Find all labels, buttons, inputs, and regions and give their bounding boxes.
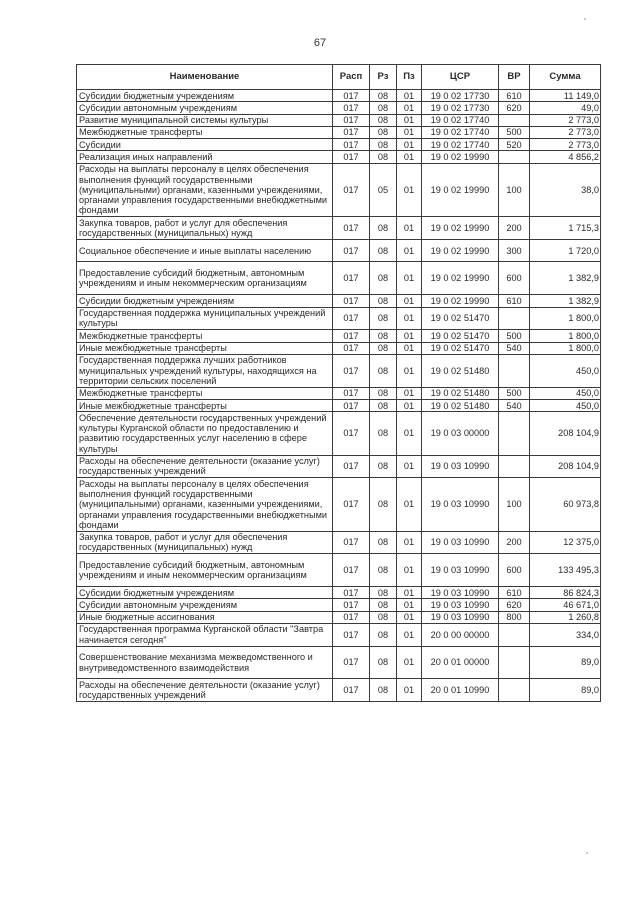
cell-name: Расходы на выплаты персоналу в целях обеспечения выполнения функций государственными (муниципальными) органами, казенными учреждениями, органами управления государственными внебюджетными фондами — [77, 478, 333, 532]
table-row — [77, 114, 601, 126]
cell-rz: 08 — [370, 342, 397, 354]
cell-vr: 620 — [499, 599, 530, 611]
cell-csr: 19 0 02 51480 — [422, 400, 499, 412]
table-row — [77, 455, 601, 478]
cell-rz: 05 — [370, 163, 397, 217]
cell-rasp: 017 — [333, 330, 370, 342]
cell-pz: 01 — [397, 139, 422, 151]
cell-name: Обеспечение деятельности государственных учреждений культуры Курганской области по предоставлению и развитию государственных услуг населению в сфере культуры — [77, 412, 333, 455]
cell-csr: 19 0 02 19990 — [422, 163, 499, 217]
table-row — [77, 307, 601, 330]
cell-rasp: 017 — [333, 554, 370, 587]
cell-rz: 08 — [370, 90, 397, 102]
table-row — [77, 342, 601, 354]
cell-rasp: 017 — [333, 646, 370, 679]
scan-speck — [586, 852, 588, 854]
cell-rasp: 017 — [333, 599, 370, 611]
table-row — [77, 646, 601, 679]
cell-pz: 01 — [397, 554, 422, 587]
cell-pz: 01 — [397, 387, 422, 399]
cell-sum: 208 104,9 — [530, 412, 601, 455]
cell-sum: 49,0 — [530, 102, 601, 114]
cell-rz: 08 — [370, 599, 397, 611]
cell-pz: 01 — [397, 611, 422, 623]
header-name: Наименование — [77, 65, 333, 90]
cell-pz: 01 — [397, 623, 422, 646]
cell-rasp: 017 — [333, 151, 370, 163]
cell-rasp: 017 — [333, 611, 370, 623]
table-row — [77, 102, 601, 114]
cell-rz: 08 — [370, 126, 397, 138]
cell-rz: 08 — [370, 217, 397, 240]
cell-sum: 1 800,0 — [530, 330, 601, 342]
cell-vr: 610 — [499, 90, 530, 102]
cell-csr: 19 0 02 19990 — [422, 295, 499, 307]
cell-rz: 08 — [370, 478, 397, 532]
cell-pz: 01 — [397, 679, 422, 702]
cell-rz: 08 — [370, 679, 397, 702]
table-row — [77, 554, 601, 587]
cell-vr — [499, 455, 530, 478]
cell-csr: 19 0 02 51480 — [422, 354, 499, 387]
cell-rz: 08 — [370, 330, 397, 342]
cell-rz: 08 — [370, 587, 397, 599]
table-row — [77, 679, 601, 702]
cell-name: Государственная поддержка лучших работников муниципальных учреждений культуры, находящихся на территории сельских поселений — [77, 354, 333, 387]
table-row — [77, 354, 601, 387]
cell-rasp: 017 — [333, 217, 370, 240]
cell-csr: 19 0 03 10990 — [422, 531, 499, 554]
table-row — [77, 90, 601, 102]
cell-vr: 100 — [499, 478, 530, 532]
cell-name: Межбюджетные трансферты — [77, 330, 333, 342]
table-row — [77, 531, 601, 554]
table-row — [77, 126, 601, 138]
table-row — [77, 295, 601, 307]
cell-sum: 12 375,0 — [530, 531, 601, 554]
cell-rasp: 017 — [333, 139, 370, 151]
cell-csr: 19 0 03 10990 — [422, 455, 499, 478]
cell-csr: 19 0 02 19990 — [422, 217, 499, 240]
cell-vr: 200 — [499, 531, 530, 554]
cell-name: Субсидии — [77, 139, 333, 151]
cell-pz: 01 — [397, 102, 422, 114]
cell-name: Субсидии бюджетным учреждениям — [77, 295, 333, 307]
header-rasp: Расп — [333, 65, 370, 90]
cell-sum: 450,0 — [530, 354, 601, 387]
cell-vr: 540 — [499, 400, 530, 412]
cell-vr — [499, 679, 530, 702]
cell-rasp: 017 — [333, 400, 370, 412]
cell-name: Государственная поддержка муниципальных учреждений культуры — [77, 307, 333, 330]
table-body — [77, 90, 601, 702]
cell-vr — [499, 646, 530, 679]
cell-pz: 01 — [397, 587, 422, 599]
cell-vr: 300 — [499, 239, 530, 262]
cell-pz: 01 — [397, 295, 422, 307]
cell-name: Субсидии бюджетным учреждениям — [77, 90, 333, 102]
cell-rasp: 017 — [333, 455, 370, 478]
cell-vr: 500 — [499, 387, 530, 399]
cell-vr — [499, 307, 530, 330]
cell-rz: 08 — [370, 239, 397, 262]
cell-rasp: 017 — [333, 239, 370, 262]
cell-csr: 19 0 02 51470 — [422, 342, 499, 354]
table-row — [77, 217, 601, 240]
cell-rz: 08 — [370, 295, 397, 307]
header-rz: Рз — [370, 65, 397, 90]
cell-pz: 01 — [397, 455, 422, 478]
cell-rasp: 017 — [333, 114, 370, 126]
cell-vr — [499, 151, 530, 163]
table-row — [77, 478, 601, 532]
cell-vr: 620 — [499, 102, 530, 114]
cell-sum: 46 671,0 — [530, 599, 601, 611]
cell-pz: 01 — [397, 114, 422, 126]
cell-vr: 610 — [499, 295, 530, 307]
cell-pz: 01 — [397, 217, 422, 240]
cell-rasp: 017 — [333, 102, 370, 114]
cell-sum: 450,0 — [530, 400, 601, 412]
cell-name: Закупка товаров, работ и услуг для обеспечения государственных (муниципальных) нужд — [77, 531, 333, 554]
cell-rasp: 017 — [333, 354, 370, 387]
cell-rasp: 017 — [333, 531, 370, 554]
cell-rasp: 017 — [333, 478, 370, 532]
cell-rz: 08 — [370, 623, 397, 646]
page-number: 67 — [313, 37, 327, 49]
cell-csr: 19 0 03 10990 — [422, 611, 499, 623]
cell-pz: 01 — [397, 354, 422, 387]
cell-sum: 1 715,3 — [530, 217, 601, 240]
table-row — [77, 139, 601, 151]
table-row — [77, 163, 601, 217]
cell-pz: 01 — [397, 412, 422, 455]
cell-rasp: 017 — [333, 163, 370, 217]
cell-sum: 1 382,9 — [530, 295, 601, 307]
cell-vr: 200 — [499, 217, 530, 240]
table-header-row — [77, 65, 601, 90]
cell-rz: 08 — [370, 139, 397, 151]
cell-csr: 19 0 03 10990 — [422, 599, 499, 611]
cell-rz: 08 — [370, 611, 397, 623]
cell-csr: 19 0 02 17730 — [422, 90, 499, 102]
cell-rz: 08 — [370, 646, 397, 679]
cell-rasp: 017 — [333, 307, 370, 330]
cell-rasp: 017 — [333, 587, 370, 599]
cell-sum: 86 824,3 — [530, 587, 601, 599]
cell-vr: 540 — [499, 342, 530, 354]
table-row — [77, 412, 601, 455]
cell-rz: 08 — [370, 354, 397, 387]
cell-rasp: 017 — [333, 295, 370, 307]
cell-rz: 08 — [370, 114, 397, 126]
cell-csr: 19 0 02 17740 — [422, 139, 499, 151]
cell-csr: 19 0 03 10990 — [422, 587, 499, 599]
cell-csr: 19 0 02 19990 — [422, 262, 499, 295]
cell-vr — [499, 623, 530, 646]
cell-sum: 334,0 — [530, 623, 601, 646]
cell-rz: 08 — [370, 307, 397, 330]
cell-vr: 800 — [499, 611, 530, 623]
cell-sum: 450,0 — [530, 387, 601, 399]
cell-name: Расходы на обеспечение деятельности (оказание услуг) государственных учреждений — [77, 679, 333, 702]
cell-name: Расходы на выплаты персоналу в целях обеспечения выполнения функций государственными (муниципальными) органами, казенными учреждениями, органами управления государственными внебюджетными фондами — [77, 163, 333, 217]
table-row — [77, 387, 601, 399]
cell-name: Иные бюджетные ассигнования — [77, 611, 333, 623]
cell-rasp: 017 — [333, 342, 370, 354]
cell-pz: 01 — [397, 126, 422, 138]
table-row — [77, 587, 601, 599]
cell-csr: 19 0 02 17730 — [422, 102, 499, 114]
cell-rasp: 017 — [333, 262, 370, 295]
cell-csr: 19 0 02 17740 — [422, 126, 499, 138]
cell-sum: 60 973,8 — [530, 478, 601, 532]
table-row — [77, 599, 601, 611]
cell-vr: 100 — [499, 163, 530, 217]
cell-pz: 01 — [397, 307, 422, 330]
cell-vr: 520 — [499, 139, 530, 151]
table-row — [77, 262, 601, 295]
cell-name: Иные межбюджетные трансферты — [77, 342, 333, 354]
cell-rz: 08 — [370, 387, 397, 399]
cell-sum: 2 773,0 — [530, 139, 601, 151]
table-row — [77, 611, 601, 623]
cell-vr — [499, 354, 530, 387]
cell-name: Реализация иных направлений — [77, 151, 333, 163]
cell-sum: 208 104,9 — [530, 455, 601, 478]
table-row — [77, 400, 601, 412]
cell-sum: 2 773,0 — [530, 114, 601, 126]
cell-sum: 133 495,3 — [530, 554, 601, 587]
cell-rz: 08 — [370, 554, 397, 587]
cell-pz: 01 — [397, 151, 422, 163]
cell-sum: 89,0 — [530, 679, 601, 702]
cell-sum: 1 260,8 — [530, 611, 601, 623]
header-csr: ЦСР — [422, 65, 499, 90]
cell-name: Межбюджетные трансферты — [77, 387, 333, 399]
header-pz: Пз — [397, 65, 422, 90]
cell-name: Социальное обеспечение и иные выплаты населению — [77, 239, 333, 262]
cell-name: Закупка товаров, работ и услуг для обеспечения государственных (муниципальных) нужд — [77, 217, 333, 240]
cell-pz: 01 — [397, 531, 422, 554]
cell-name: Субсидии автономным учреждениям — [77, 599, 333, 611]
cell-csr: 19 0 02 19990 — [422, 239, 499, 262]
cell-name: Предоставление субсидий бюджетным, автономным учреждениям и иным некоммерческим организациям — [77, 262, 333, 295]
cell-name: Совершенствование механизма межведомственного и внутриведомственного взаимодействия — [77, 646, 333, 679]
cell-sum: 1 800,0 — [530, 342, 601, 354]
cell-rasp: 017 — [333, 623, 370, 646]
cell-pz: 01 — [397, 342, 422, 354]
cell-pz: 01 — [397, 478, 422, 532]
cell-vr — [499, 114, 530, 126]
cell-csr: 19 0 02 19990 — [422, 151, 499, 163]
cell-vr: 600 — [499, 554, 530, 587]
scan-speck — [584, 18, 586, 20]
cell-csr: 20 0 00 00000 — [422, 623, 499, 646]
cell-name: Государственная программа Курганской области "Завтра начинается сегодня" — [77, 623, 333, 646]
cell-sum: 38,0 — [530, 163, 601, 217]
cell-name: Расходы на обеспечение деятельности (оказание услуг) государственных учреждений — [77, 455, 333, 478]
cell-csr: 19 0 02 17740 — [422, 114, 499, 126]
cell-csr: 19 0 03 10990 — [422, 478, 499, 532]
cell-csr: 19 0 02 51470 — [422, 307, 499, 330]
budget-table — [76, 64, 601, 702]
cell-pz: 01 — [397, 163, 422, 217]
table-row — [77, 330, 601, 342]
table-row — [77, 151, 601, 163]
cell-sum: 1 720,0 — [530, 239, 601, 262]
cell-pz: 01 — [397, 330, 422, 342]
cell-rasp: 017 — [333, 412, 370, 455]
cell-pz: 01 — [397, 262, 422, 295]
cell-rasp: 017 — [333, 679, 370, 702]
cell-pz: 01 — [397, 239, 422, 262]
cell-rasp: 017 — [333, 90, 370, 102]
table-row — [77, 623, 601, 646]
cell-name: Иные межбюджетные трансферты — [77, 400, 333, 412]
cell-rz: 08 — [370, 455, 397, 478]
cell-csr: 20 0 01 00000 — [422, 646, 499, 679]
cell-pz: 01 — [397, 400, 422, 412]
cell-pz: 01 — [397, 90, 422, 102]
cell-vr: 600 — [499, 262, 530, 295]
cell-vr — [499, 412, 530, 455]
cell-csr: 20 0 01 10990 — [422, 679, 499, 702]
cell-csr: 19 0 02 51480 — [422, 387, 499, 399]
cell-name: Межбюджетные трансферты — [77, 126, 333, 138]
cell-vr: 500 — [499, 330, 530, 342]
cell-pz: 01 — [397, 646, 422, 679]
cell-sum: 11 149,0 — [530, 90, 601, 102]
cell-sum: 1 800,0 — [530, 307, 601, 330]
cell-csr: 19 0 02 51470 — [422, 330, 499, 342]
cell-rasp: 017 — [333, 126, 370, 138]
cell-csr: 19 0 03 00000 — [422, 412, 499, 455]
cell-sum: 1 382,9 — [530, 262, 601, 295]
cell-rz: 08 — [370, 412, 397, 455]
cell-sum: 89,0 — [530, 646, 601, 679]
cell-rz: 08 — [370, 151, 397, 163]
cell-rz: 08 — [370, 531, 397, 554]
cell-csr: 19 0 03 10990 — [422, 554, 499, 587]
cell-sum: 2 773,0 — [530, 126, 601, 138]
header-vr: ВР — [499, 65, 530, 90]
table-row — [77, 239, 601, 262]
cell-sum: 4 856,2 — [530, 151, 601, 163]
cell-rz: 08 — [370, 102, 397, 114]
cell-name: Субсидии бюджетным учреждениям — [77, 587, 333, 599]
cell-rasp: 017 — [333, 387, 370, 399]
header-sum: Сумма — [530, 65, 601, 90]
cell-vr: 610 — [499, 587, 530, 599]
cell-name: Субсидии автономным учреждениям — [77, 102, 333, 114]
cell-pz: 01 — [397, 599, 422, 611]
cell-rz: 08 — [370, 262, 397, 295]
cell-name: Развитие муниципальной системы культуры — [77, 114, 333, 126]
cell-vr: 500 — [499, 126, 530, 138]
cell-rz: 08 — [370, 400, 397, 412]
cell-name: Предоставление субсидий бюджетным, автономным учреждениям и иным некоммерческим организациям — [77, 554, 333, 587]
